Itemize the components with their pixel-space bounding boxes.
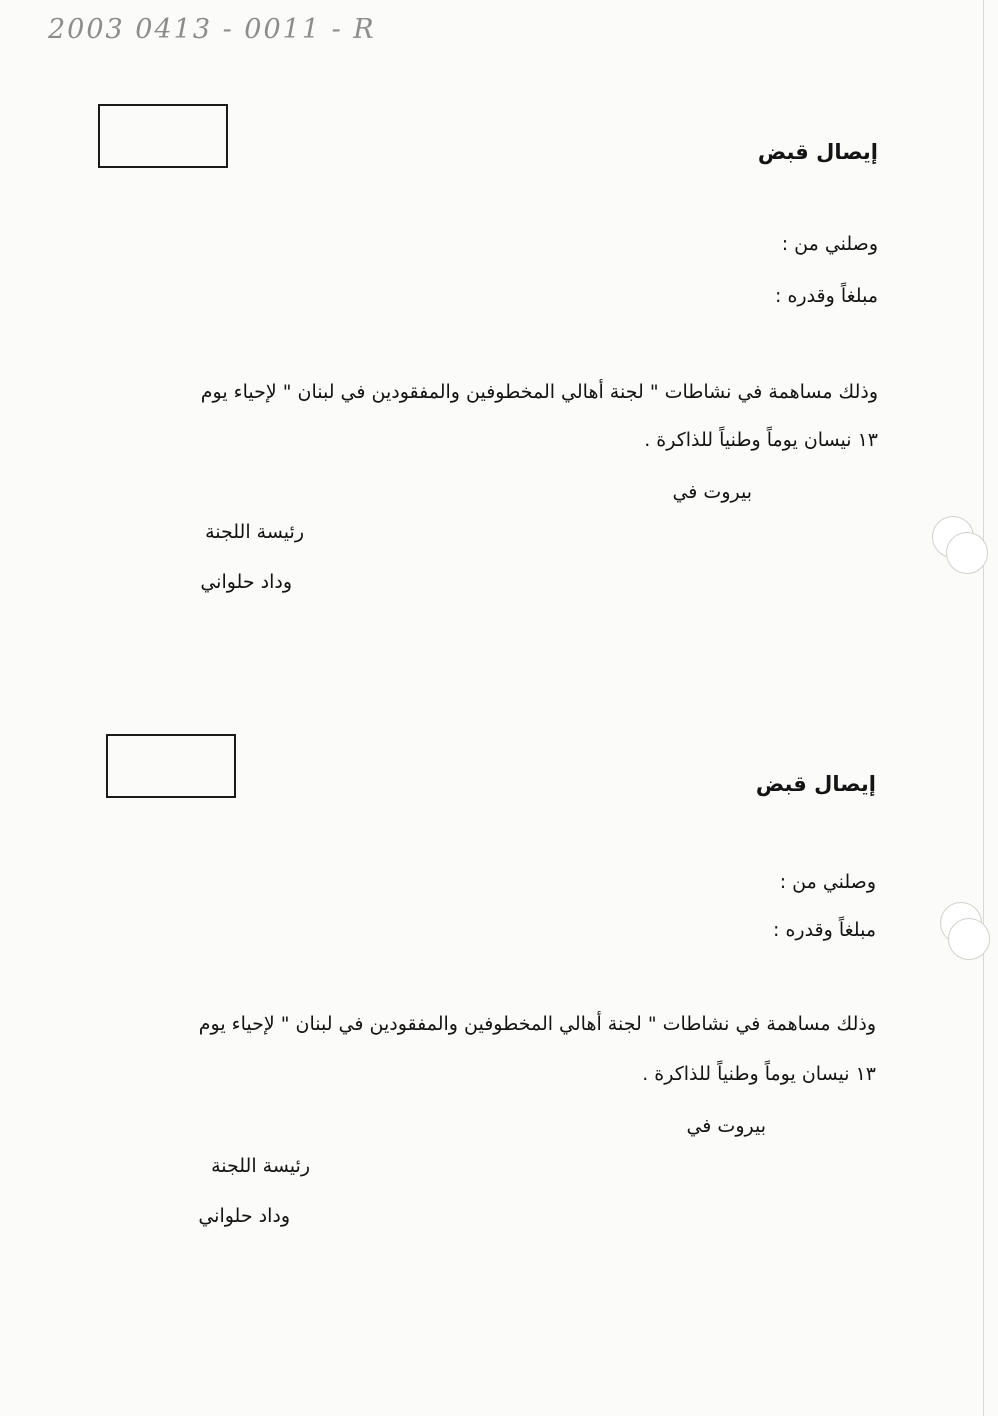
place-date-label: بيروت في: [672, 481, 752, 503]
stamp-box: [106, 734, 236, 798]
receipt-title: إيصال قبض: [755, 772, 876, 796]
receipt-second: [0, 630, 998, 1270]
signatory-name: وداد حلواني: [198, 1205, 290, 1227]
amount-label: مبلغاً وقدره :: [773, 919, 876, 941]
receipt-first: [0, 0, 998, 640]
received-from-label: وصلني من :: [779, 871, 876, 893]
description-line-1: وذلك مساهمة في نشاطات " لجنة أهالي المخطوفين والمفقودين في لبنان " لإحياء يوم: [200, 381, 878, 403]
stamp-box: [98, 104, 228, 168]
signatory-title: رئيسة اللجنة: [205, 521, 304, 543]
amount-label: مبلغاً وقدره :: [775, 285, 878, 307]
handwritten-reference-number: 2003 0413 - 0011 - R: [48, 14, 376, 45]
place-date-label: بيروت في: [686, 1115, 766, 1137]
signatory-name: وداد حلواني: [200, 571, 292, 593]
received-from-label: وصلني من :: [781, 233, 878, 255]
description-line-2: ١٣ نيسان يوماً وطنياً للذاكرة .: [642, 1063, 876, 1085]
receipt-title: إيصال قبض: [757, 140, 878, 164]
signatory-title: رئيسة اللجنة: [211, 1155, 310, 1177]
description-line-1: وذلك مساهمة في نشاطات " لجنة أهالي المخطوفين والمفقودين في لبنان " لإحياء يوم: [198, 1013, 876, 1035]
description-line-2: ١٣ نيسان يوماً وطنياً للذاكرة .: [644, 429, 878, 451]
